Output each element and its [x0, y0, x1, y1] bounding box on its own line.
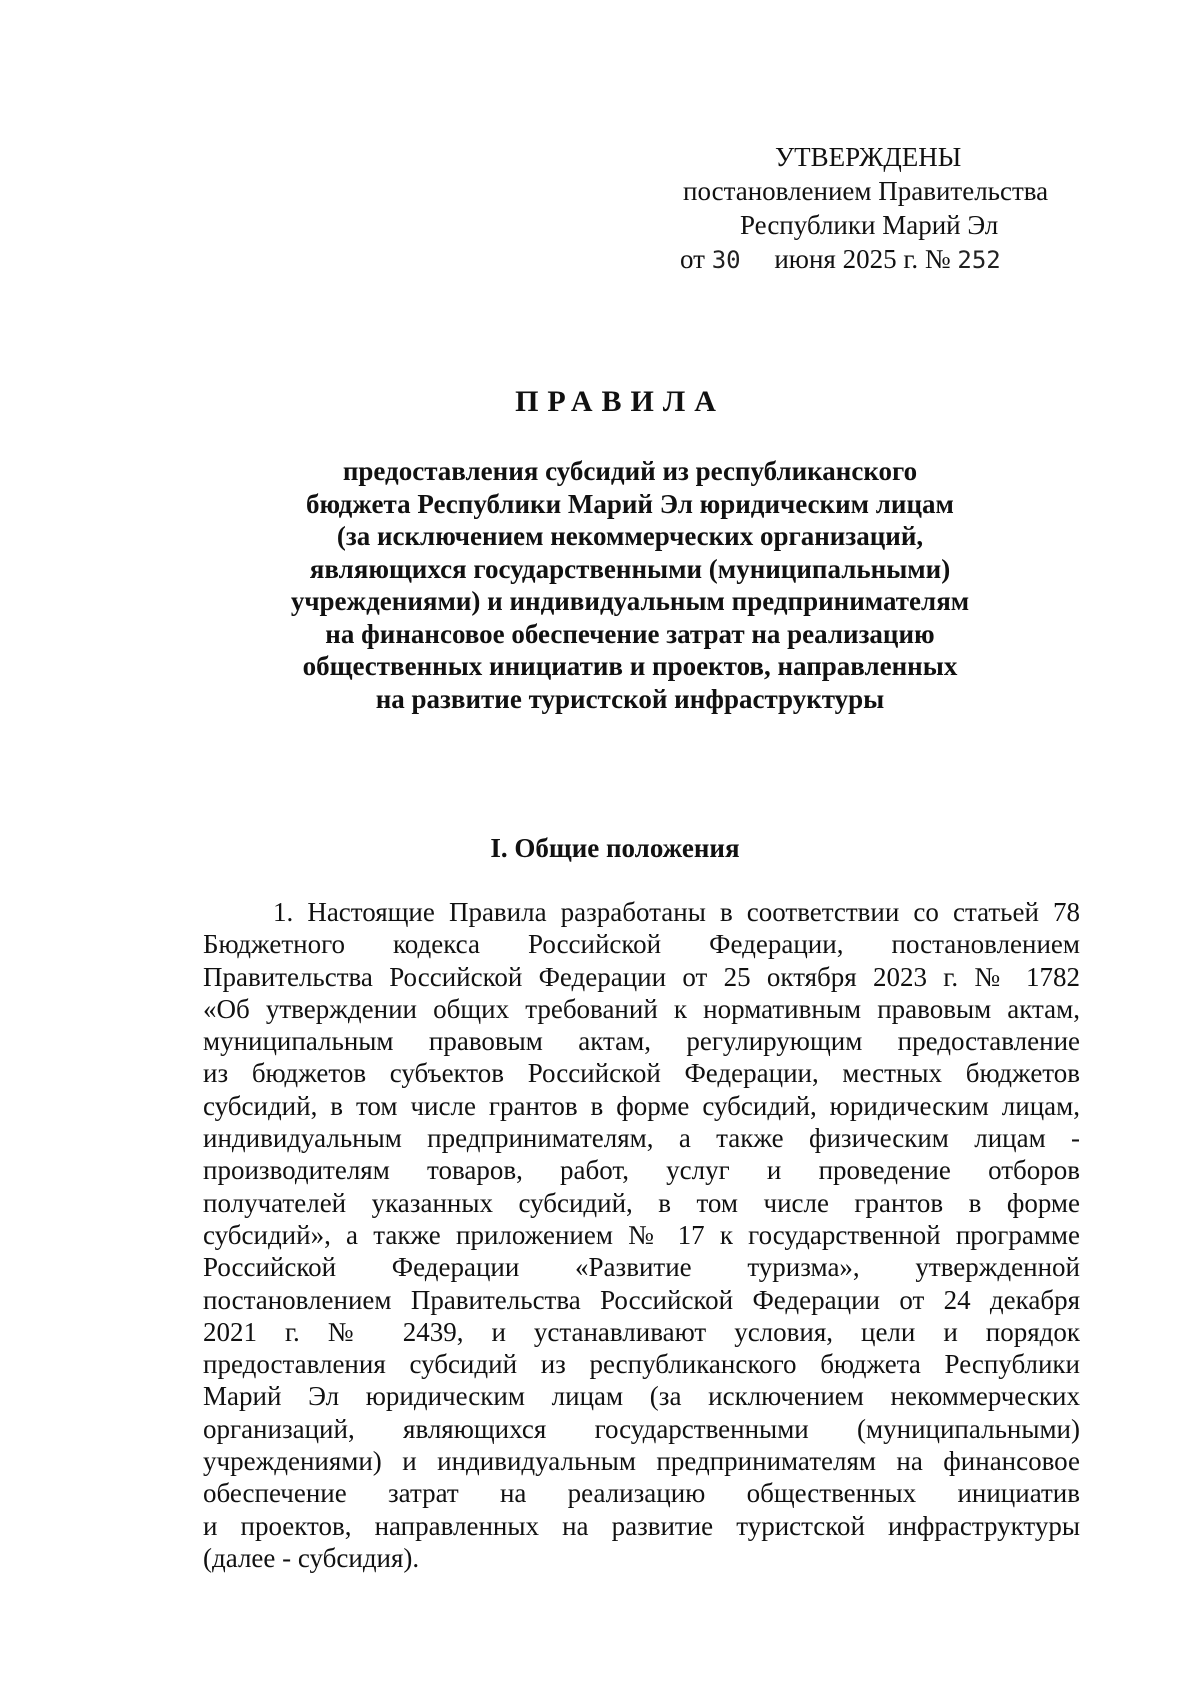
paragraph-line: Российской Федерации «Развитие туризма», утвержденной [203, 1252, 1080, 1283]
approval-heading: УТВЕРЖДЕНЫ [775, 142, 962, 172]
section-heading: I. Общие положения [490, 833, 740, 863]
paragraph-line: организаций, являющихся государственными (муниципальными) [203, 1413, 1080, 1444]
approval-line-resolution: постановлением Правительства [683, 176, 1049, 206]
paragraph-line: из бюджетов субъектов Российской Федерации, местных бюджетов [203, 1058, 1080, 1089]
approval-date-prefix: от [680, 244, 705, 274]
document-subtitle [200, 455, 1060, 715]
approval-stamp [660, 140, 1080, 277]
subtitle-line: бюджета Республики Марий Эл юридическим лицам [306, 488, 954, 519]
paragraph-line: учреждениями) и индивидуальным предпринимателям на финансовое [203, 1446, 1080, 1477]
subtitle-line: предоставления субсидий из республиканского [342, 456, 918, 486]
approval-date-day: 30 [711, 246, 741, 274]
approval-date-rest: июня 2025 г. № [774, 244, 951, 274]
paragraph-line: предоставления субсидий из республиканского бюджета Республики [203, 1349, 1080, 1380]
approval-doc-number: 252 [957, 246, 1001, 274]
paragraph-line: 1. Настоящие Правила разработаны в соответствии со статьей 78 [273, 897, 1080, 927]
subtitle-line: являющихся государственными (муниципальными) [309, 553, 951, 584]
subtitle-line: общественных инициатив и проектов, направленных [302, 651, 958, 681]
paragraph-line: субсидий», а также приложением № 17 к государственной программе [203, 1219, 1080, 1250]
paragraph-line: постановлением Правительства Российской Федерации от 24 декабря [203, 1284, 1080, 1315]
paragraph-line: получателей указанных субсидий, в том числе грантов в форме [203, 1187, 1080, 1218]
paragraph-line: индивидуальным предпринимателям, а также физическим лицам - [203, 1123, 1080, 1154]
subtitle-line: на развитие туристской инфраструктуры [375, 683, 885, 714]
subtitle-line: (за исключением некоммерческих организаций, [336, 521, 924, 551]
paragraph-1 [203, 896, 1080, 1574]
approval-date-line [680, 242, 1100, 277]
paragraph-line: «Об утверждении общих требований к нормативным правовым актам, [203, 993, 1080, 1024]
document-title: ПРАВИЛА [515, 385, 725, 418]
paragraph-line: (далее - субсидия). [203, 1542, 420, 1573]
paragraph-line: 2021 г. № 2439, и устанавливают условия, цели и порядок [203, 1316, 1080, 1347]
approval-line-republic: Республики Марий Эл [740, 210, 999, 240]
paragraph-line: Марий Эл юридическим лицам (за исключением некоммерческих [203, 1381, 1080, 1412]
paragraph-line: субсидий, в том числе грантов в форме субсидий, юридическим лицам, [203, 1090, 1080, 1121]
paragraph-line: Бюджетного кодекса Российской Федерации, постановлением [203, 929, 1080, 960]
paragraph-line: Правительства Российской Федерации от 25 октября 2023 г. № 1782 [203, 961, 1080, 992]
paragraph-line: производителям товаров, работ, услуг и проведение отборов [203, 1155, 1080, 1186]
paragraph-line: обеспечение затрат на реализацию общественных инициатив [203, 1478, 1080, 1509]
subtitle-line: на финансовое обеспечение затрат на реализацию [325, 618, 935, 649]
paragraph-line: и проектов, направленных на развитие туристской инфраструктуры [203, 1510, 1080, 1541]
paragraph-line: муниципальным правовым актам, регулирующим предоставление [203, 1026, 1080, 1057]
subtitle-line: учреждениями) и индивидуальным предпринимателям [290, 586, 970, 616]
